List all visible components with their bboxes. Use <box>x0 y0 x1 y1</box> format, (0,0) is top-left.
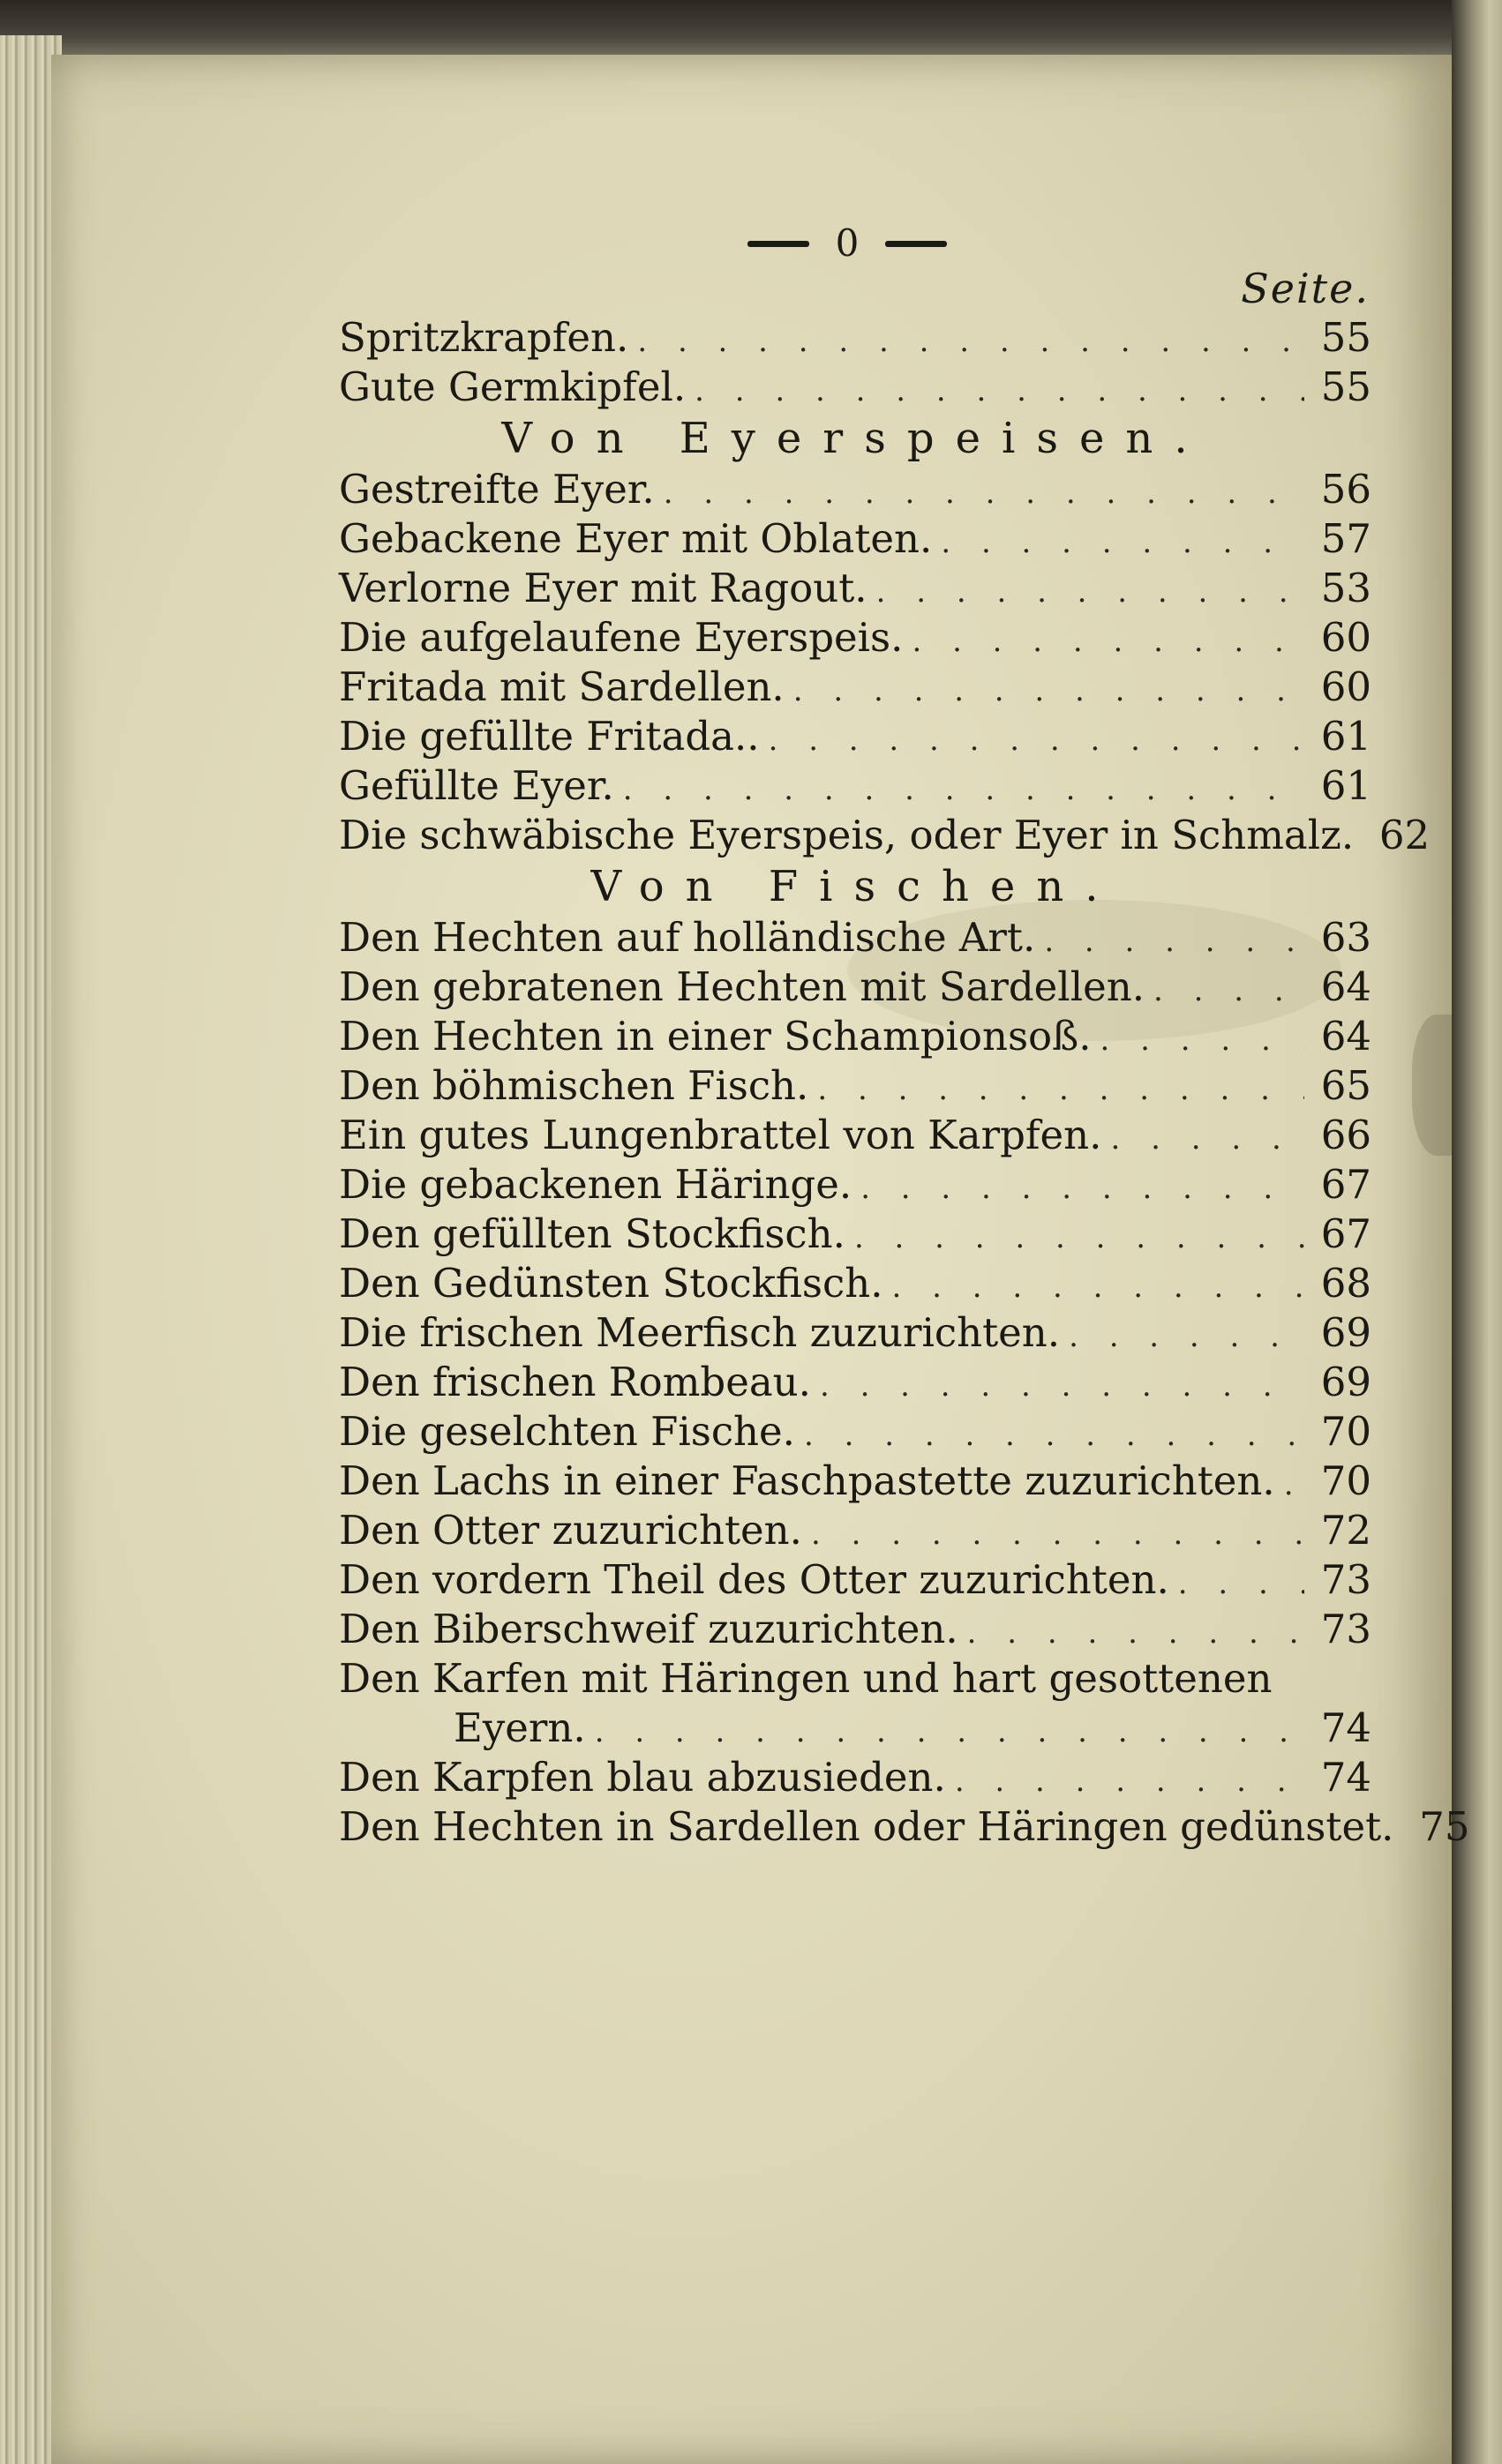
entry-page-number: 70 <box>1320 1457 1371 1504</box>
entry-page-number: 69 <box>1320 1309 1371 1356</box>
entry-page-number: 64 <box>1320 963 1371 1010</box>
dot-leader <box>820 1361 1304 1411</box>
dash-ornament <box>747 241 809 247</box>
toc-entry <box>339 913 1371 962</box>
dot-leader <box>793 666 1304 715</box>
entry-title: Gebackene Eyer mit Oblaten. <box>339 515 933 562</box>
toc-entry <box>339 1012 1371 1061</box>
entry-title: Die frischen Meerfisch zuzurichten. <box>339 1309 1061 1356</box>
toc-entry <box>339 1704 1371 1753</box>
toc-entry <box>339 1506 1371 1555</box>
entry-page-number: 61 <box>1320 762 1371 809</box>
dot-leader <box>1044 917 1304 966</box>
toc-entry <box>339 712 1371 761</box>
dot-leader <box>955 1756 1304 1806</box>
entry-page-number: 74 <box>1320 1754 1371 1801</box>
entry-title: Gestreifte Eyer. <box>339 466 655 513</box>
dot-leader <box>1284 1460 1304 1509</box>
entry-page-number: 67 <box>1320 1161 1371 1208</box>
entry-page-number: 63 <box>1320 914 1371 961</box>
toc-entry <box>339 761 1371 811</box>
dot-leader <box>695 366 1304 416</box>
entry-title: Den Otter zuzurichten. <box>339 1507 802 1554</box>
toc-entry <box>339 514 1371 564</box>
dot-leader <box>1153 966 1304 1015</box>
dot-leader <box>967 1608 1304 1658</box>
entry-page-number: 64 <box>1320 1013 1371 1060</box>
dot-leader <box>804 1411 1304 1460</box>
entry-page-number: 60 <box>1320 663 1371 710</box>
entry-page-number: 56 <box>1320 466 1371 513</box>
book-top-edge <box>0 0 1502 62</box>
dot-leader <box>876 567 1304 617</box>
table-of-contents <box>339 313 1470 1852</box>
dot-leader <box>664 468 1304 518</box>
toc-entry <box>339 1605 1371 1654</box>
toc-entry <box>339 1061 1371 1111</box>
entry-title: Den Hechten in Sardellen oder Häringen gedünstet. <box>339 1803 1394 1850</box>
entry-title: Gute Germkipfel. <box>339 363 687 410</box>
toc-entry <box>339 1753 1371 1802</box>
entry-title: Den Hechten auf holländische Art. <box>339 914 1036 961</box>
dot-leader <box>1100 1015 1304 1065</box>
toc-entry <box>339 1259 1371 1308</box>
toc-entry <box>339 1358 1371 1407</box>
entry-page-number: 57 <box>1320 515 1371 562</box>
entry-page-number: 74 <box>1320 1704 1371 1751</box>
page-number: 0 <box>835 221 860 265</box>
toc-entry <box>339 1457 1371 1506</box>
dash-ornament <box>885 241 947 247</box>
toc-entry <box>339 811 1431 860</box>
entry-title: Die gefüllte Fritada.. <box>339 713 760 760</box>
dot-leader <box>637 317 1304 366</box>
entry-title: Fritada mit Sardellen. <box>339 663 785 710</box>
section-heading: Von Fischen. <box>590 862 1120 911</box>
entry-title: Die aufgelaufene Eyerspeis. <box>339 614 904 661</box>
entry-page-number: 69 <box>1320 1359 1371 1405</box>
entry-page-number: 55 <box>1320 363 1371 410</box>
page-header <box>715 217 980 270</box>
entry-page-number: 75 <box>1419 1803 1470 1850</box>
dot-leader <box>811 1509 1304 1559</box>
entry-title: Verlorne Eyer mit Ragout. <box>339 565 867 611</box>
section-heading: Von Eyerspeisen. <box>501 414 1209 463</box>
dot-leader <box>941 518 1304 567</box>
dot-leader <box>623 765 1304 814</box>
toc-entry <box>339 1802 1470 1852</box>
toc-entry <box>339 313 1371 363</box>
entry-page-number: 53 <box>1320 565 1371 611</box>
entry-page-number: 68 <box>1320 1260 1371 1307</box>
entry-title: Ein gutes Lungenbrattel von Karpfen. <box>339 1112 1102 1158</box>
entry-page-number: 73 <box>1320 1556 1371 1603</box>
toc-entry <box>339 564 1371 613</box>
toc-entry <box>339 1308 1371 1358</box>
toc-entry <box>339 1555 1371 1605</box>
entry-title: Den gebratenen Hechten mit Sardellen. <box>339 963 1145 1010</box>
toc-entry <box>339 613 1371 663</box>
dot-leader <box>595 1707 1304 1756</box>
entry-page-number: 55 <box>1320 314 1371 361</box>
dot-leader <box>1178 1559 1304 1608</box>
toc-entry <box>339 1111 1371 1160</box>
dot-leader <box>892 1262 1304 1312</box>
entry-title: Den Gedünsten Stockfisch. <box>339 1260 883 1307</box>
toc-entry <box>339 1160 1371 1210</box>
toc-entry <box>339 465 1371 514</box>
dot-leader <box>1110 1114 1304 1164</box>
entry-title: Den Hechten in einer Schampionsoß. <box>339 1013 1092 1060</box>
dot-leader <box>1069 1312 1304 1361</box>
entry-title: Die gebackenen Häringe. <box>339 1161 852 1208</box>
entry-title: Spritzkrapfen. <box>339 314 629 361</box>
toc-entry <box>339 962 1371 1012</box>
entry-title: Den Karpfen blau abzusieden. <box>339 1754 946 1801</box>
entry-page-number: 67 <box>1320 1210 1371 1257</box>
dot-leader <box>860 1164 1304 1213</box>
toc-entry <box>339 1407 1371 1457</box>
dot-leader <box>817 1065 1304 1114</box>
entry-title: Die geselchten Fische. <box>339 1408 795 1455</box>
toc-entry <box>339 663 1371 712</box>
column-header-seite: Seite. <box>1241 265 1370 312</box>
toc-entry <box>339 1210 1371 1259</box>
entry-title: Den gefüllten Stockfisch. <box>339 1210 845 1257</box>
dot-leader <box>769 715 1304 765</box>
dot-leader <box>854 1213 1304 1262</box>
entry-title: Den vordern Theil des Otter zuzurichten. <box>339 1556 1169 1603</box>
entry-title: Eyern. <box>454 1704 586 1751</box>
entry-page-number: 60 <box>1320 614 1371 661</box>
entry-page-number: 65 <box>1320 1062 1371 1109</box>
entry-page-number: 66 <box>1320 1112 1371 1158</box>
entry-title: Den böhmischen Fisch. <box>339 1062 809 1109</box>
entry-page-number: 61 <box>1320 713 1371 760</box>
toc-entry <box>339 1654 1371 1704</box>
entry-title: Den Lachs in einer Faschpastette zuzurichten. <box>339 1457 1275 1504</box>
entry-title: Den Karfen mit Häringen und hart gesottenen <box>339 1655 1273 1702</box>
entry-title: Den Biberschweif zuzurichten. <box>339 1606 958 1652</box>
entry-page-number: 72 <box>1320 1507 1371 1554</box>
toc-entry <box>339 363 1371 412</box>
entry-page-number: 73 <box>1320 1606 1371 1652</box>
entry-page-number: 62 <box>1378 812 1431 858</box>
entry-title: Den frischen Rombeau. <box>339 1359 811 1405</box>
entry-title: Gefüllte Eyer. <box>339 762 614 809</box>
dot-leader <box>912 617 1304 666</box>
entry-page-number: 70 <box>1320 1408 1371 1455</box>
entry-title: Die schwäbische Eyerspeis, oder Eyer in Schmalz. <box>339 812 1355 858</box>
book-gutter <box>1452 0 1502 2464</box>
